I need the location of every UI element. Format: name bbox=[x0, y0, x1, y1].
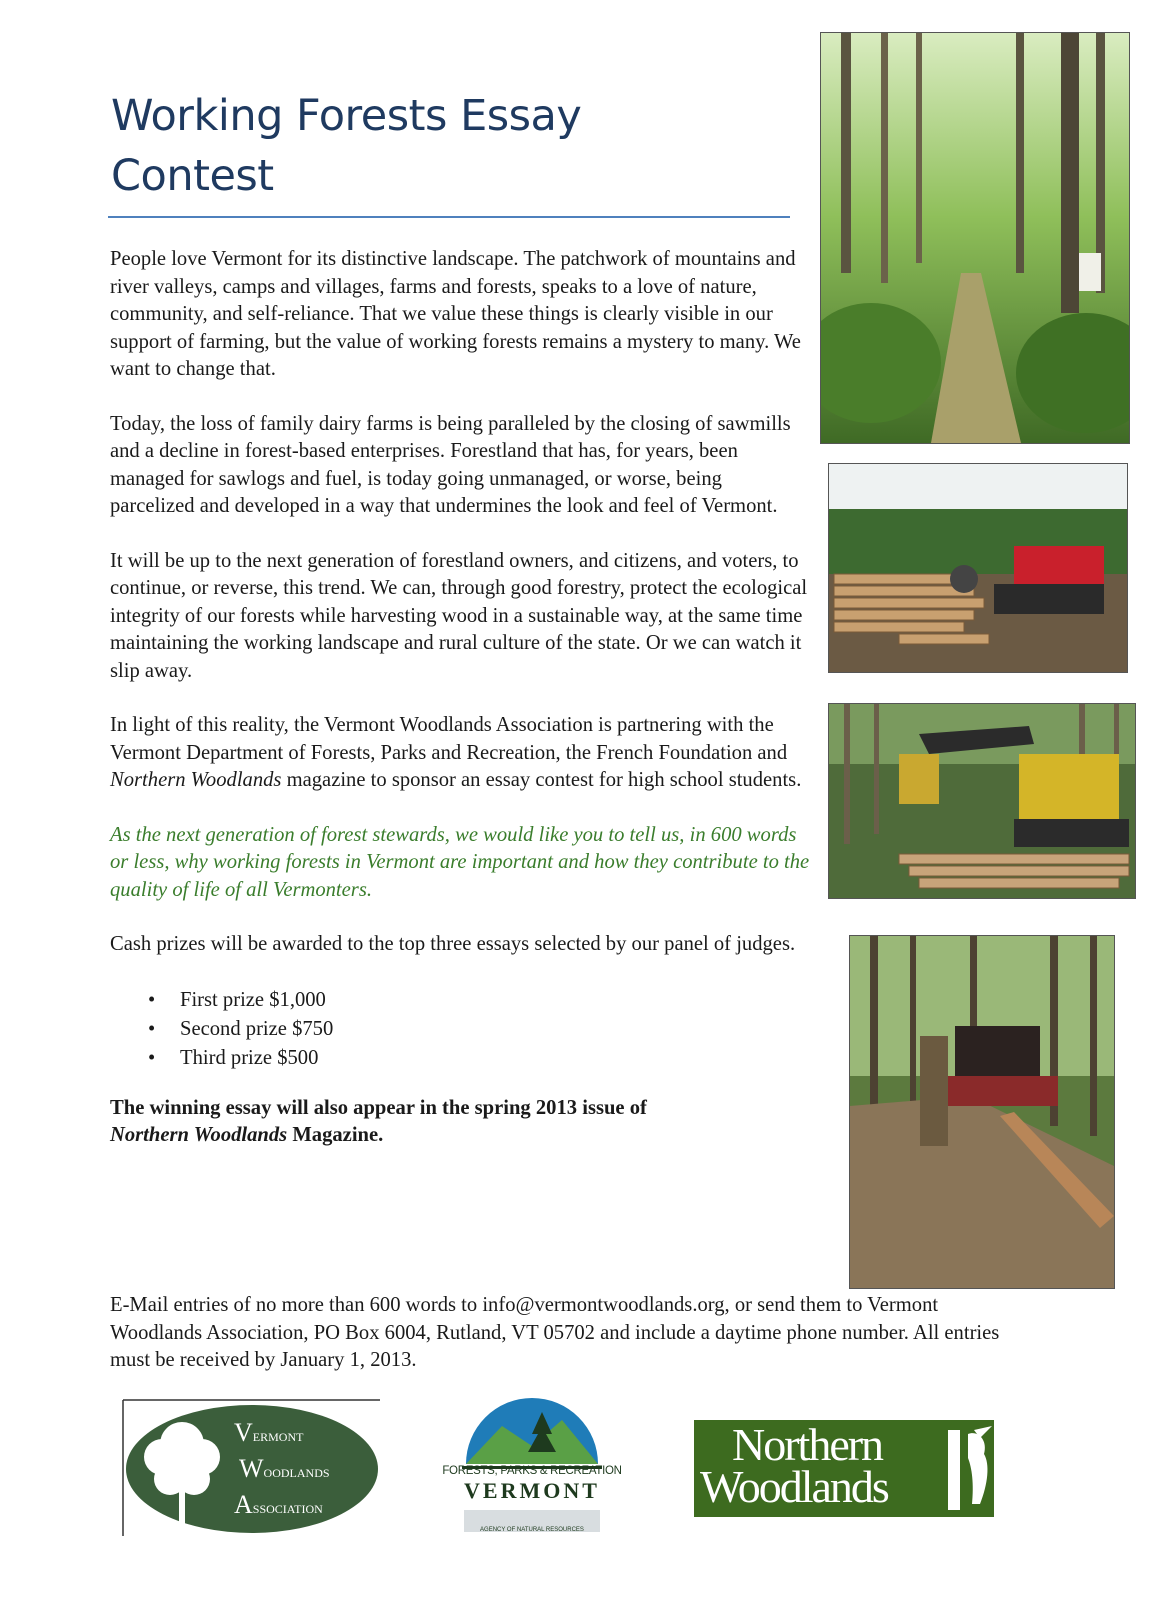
photo-log-deck bbox=[828, 463, 1128, 673]
fpr-line-3: AGENCY OF NATURAL RESOURCES bbox=[480, 1527, 584, 1533]
partnership-text-2: magazine to sponsor an essay contest for high school students. bbox=[281, 769, 802, 791]
paragraph-next-generation: It will be up to the next generation of forestland owners, and citizens, and voters, to continue, or reverse, this trend. We can, through good forestry, protect the ecological integrity of our forests while harvesting wood in a sustainable way, at the same time maintaining the working landscape and rural culture of the state. Or we can watch it slip away. bbox=[110, 549, 808, 682]
vwa-line-1: VERMONT bbox=[234, 1418, 304, 1447]
vwa-logo bbox=[122, 1399, 382, 1537]
prize-list bbox=[110, 986, 810, 1073]
winner-note-text: The winning essay will also appear in the spring 2013 issue of bbox=[110, 1096, 647, 1119]
prizes-intro: Cash prizes will be awarded to the top three essays selected by our panel of judges. bbox=[110, 933, 796, 955]
winner-note bbox=[110, 1095, 810, 1150]
contact-info: E-Mail entries of no more than 600 words to info@vermontwoodlands.org, or send them to Vermont Woodlands Association, PO Box 6004, Rutland, VT 05702 and include a daytime phone number. All entries must be received by January 1, 2013. bbox=[110, 1294, 1000, 1371]
fpr-line-2: VERMONT bbox=[464, 1478, 600, 1503]
nw-line-1: Northern bbox=[732, 1419, 883, 1470]
photo-horse-logging bbox=[849, 935, 1115, 1289]
winner-note-magazine: Northern Woodlands bbox=[110, 1124, 288, 1146]
partnership-text-1: In light of this reality, the Vermont Woodlands Association is partnering with the Vermont Department of Forests, Parks and Recreation, the French Foundation and bbox=[110, 714, 788, 764]
paragraph-decline: Today, the loss of family dairy farms is being paralleled by the closing of sawmills and a decline in forest-based enterprises. Forestland that has, for years, been managed for sawlogs and fuel, is today going unmanaged, or worse, being parcelized and developed in a way that undermines the look and feel of Vermont. bbox=[110, 412, 791, 517]
woodpecker-icon bbox=[944, 1424, 994, 1514]
vwa-line-3: ASSOCIATION bbox=[234, 1490, 323, 1519]
title-line-1: Working Forests Essay bbox=[111, 91, 582, 141]
essay-prompt: As the next generation of forest stewards, we would like you to tell us, in 600 words or less, why working forests in Vermont are important and how they contribute to the quality of life of all Vermonters. bbox=[110, 823, 810, 901]
prize-first: • First prize $1,000 bbox=[180, 986, 810, 1015]
prize-third: • Third prize $500 bbox=[180, 1044, 810, 1073]
vwa-line-2: WOODLANDS bbox=[239, 1454, 330, 1483]
prize-second: • Second prize $750 bbox=[180, 1015, 810, 1044]
title-line-2: Contest bbox=[111, 151, 274, 201]
fpr-logo bbox=[442, 1398, 622, 1540]
northern-woodlands-logo bbox=[694, 1420, 994, 1517]
article-body bbox=[110, 246, 810, 1177]
nw-line-2: Woodlands bbox=[700, 1461, 888, 1512]
title-divider bbox=[108, 216, 790, 218]
page-title bbox=[111, 86, 751, 206]
photo-harvester bbox=[828, 703, 1136, 899]
paragraph-partnership bbox=[110, 712, 810, 795]
paragraph-intro: People love Vermont for its distinctive landscape. The patchwork of mountains and river valleys, camps and villages, farms and forests, speaks to a love of nature, community, and self-reliance. That we value these things is clearly visible in our support of farming, but the value of working forests remains a mystery to many. We want to change that. bbox=[110, 248, 801, 380]
fpr-line-1: FORESTS, PARKS & RECREATION bbox=[442, 1465, 622, 1477]
photo-forest-trail bbox=[820, 32, 1130, 444]
winner-note-suffix: Magazine. bbox=[287, 1124, 384, 1146]
magazine-name: Northern Woodlands bbox=[110, 769, 282, 791]
